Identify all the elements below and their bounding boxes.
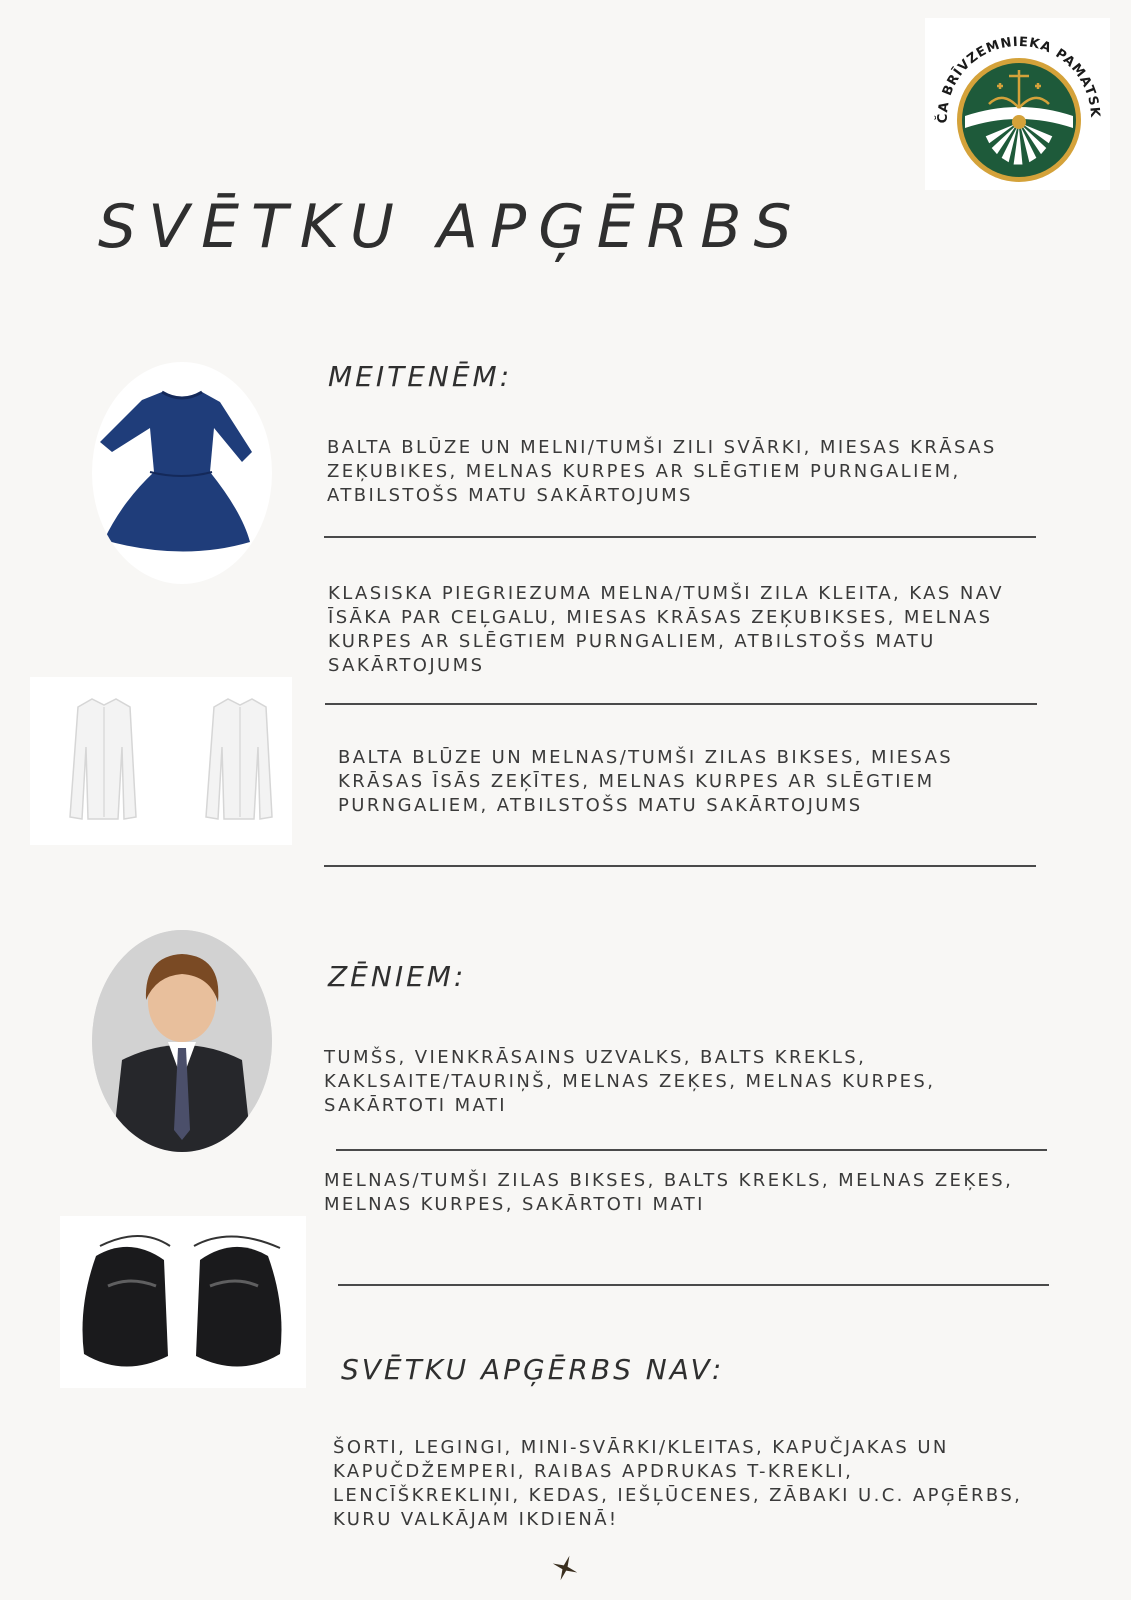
sparkle-icon [552,1555,578,1581]
text-line: SAKĀRTOTI MATI [324,1095,507,1116]
text-line: KAPUČDŽEMPERI, RAIBAS APDRUKAS T-KREKLI, [333,1461,854,1482]
text-line: KURU VALKĀJAM IKDIENĀ! [333,1509,619,1530]
text-line: KURPES AR SLĒGTIEM PURNGALIEM, ATBILSTOŠS MATU [328,631,936,652]
not-festive-heading: SVĒTKU APĢĒRBS NAV: [341,1353,725,1386]
text-line: KLASISKA PIEGRIEZUMA MELNA/TUMŠI ZILA KLEITA, KAS NAV [328,583,1004,604]
divider [325,703,1037,705]
divider [338,1284,1049,1286]
school-emblem-icon [925,18,1110,190]
blouse-icon [30,677,292,845]
text-line: PURNGALIEM, ATBILSTOŠS MATU SAKĀRTOJUMS [338,795,863,816]
text-line: ĪSĀKA PAR CEĻGALU, MIESAS KRĀSAS ZEĶUBIKSES, MELNAS [328,607,993,628]
white-blouses-photo [30,677,292,845]
school-logo [925,18,1110,190]
divider [336,1149,1047,1151]
black-shoes-photo [60,1216,306,1388]
navy-dress-photo [92,362,272,584]
girls-option-1 [327,436,997,508]
boys-option-1 [324,1046,935,1118]
text-line: ŠORTI, LEGINGI, MINI-SVĀRKI/KLEITAS, KAPUČJAKAS UN [333,1437,949,1458]
text-line: BALTA BLŪZE UN MELNAS/TUMŠI ZILAS BIKSES, MIESAS [338,747,954,768]
text-line: TUMŠS, VIENKRĀSAINS UZVALKS, BALTS KREKLS, [324,1047,867,1068]
text-line: LENCĪŠKREKLIŅI, KEDAS, IEŠĻŪCENES, ZĀBAKI U.C. APĢĒRBS, [333,1485,1023,1506]
not-festive-list [333,1436,1022,1532]
boy-in-suit-photo [92,930,272,1152]
text-line: SAKĀRTOJUMS [328,655,485,676]
text-line: MELNAS/TUMŠI ZILAS BIKSES, BALTS KREKLS, MELNAS ZEĶES, [324,1170,1014,1191]
text-line: BALTA BLŪZE UN MELNI/TUMŠI ZILI SVĀRKI, MIESAS KRĀSAS [327,437,997,458]
text-line: ZEĶUBIKES, MELNAS KURPES AR SLĒGTIEM PURNGALIEM, [327,461,961,482]
shoes-icon [60,1216,306,1388]
text-line: MELNAS KURPES, SAKĀRTOTI MATI [324,1194,705,1215]
girls-option-2 [328,582,1004,678]
girls-option-3 [338,746,953,818]
logo-arc-text: ČA BRĪVZEMNIEKA PAMATSK [935,34,1103,124]
boy-icon [92,930,272,1152]
boys-heading: ZĒNIEM: [328,960,467,993]
text-line: KRĀSAS ĪSĀS ZEĶĪTES, MELNAS KURPES AR SLĒGTIEM [338,771,935,792]
text-line: ATBILSTOŠS MATU SAKĀRTOJUMS [327,485,693,506]
text-line: KAKLSAITE/TAURIŅŠ, MELNAS ZEĶES, MELNAS KURPES, [324,1071,936,1092]
boys-option-2 [324,1169,1013,1217]
page-title: SVĒTKU APĢĒRBS [98,192,804,262]
dress-icon [92,362,272,584]
girls-heading: MEITENĒM: [328,360,513,393]
divider [324,865,1036,867]
divider [324,536,1036,538]
